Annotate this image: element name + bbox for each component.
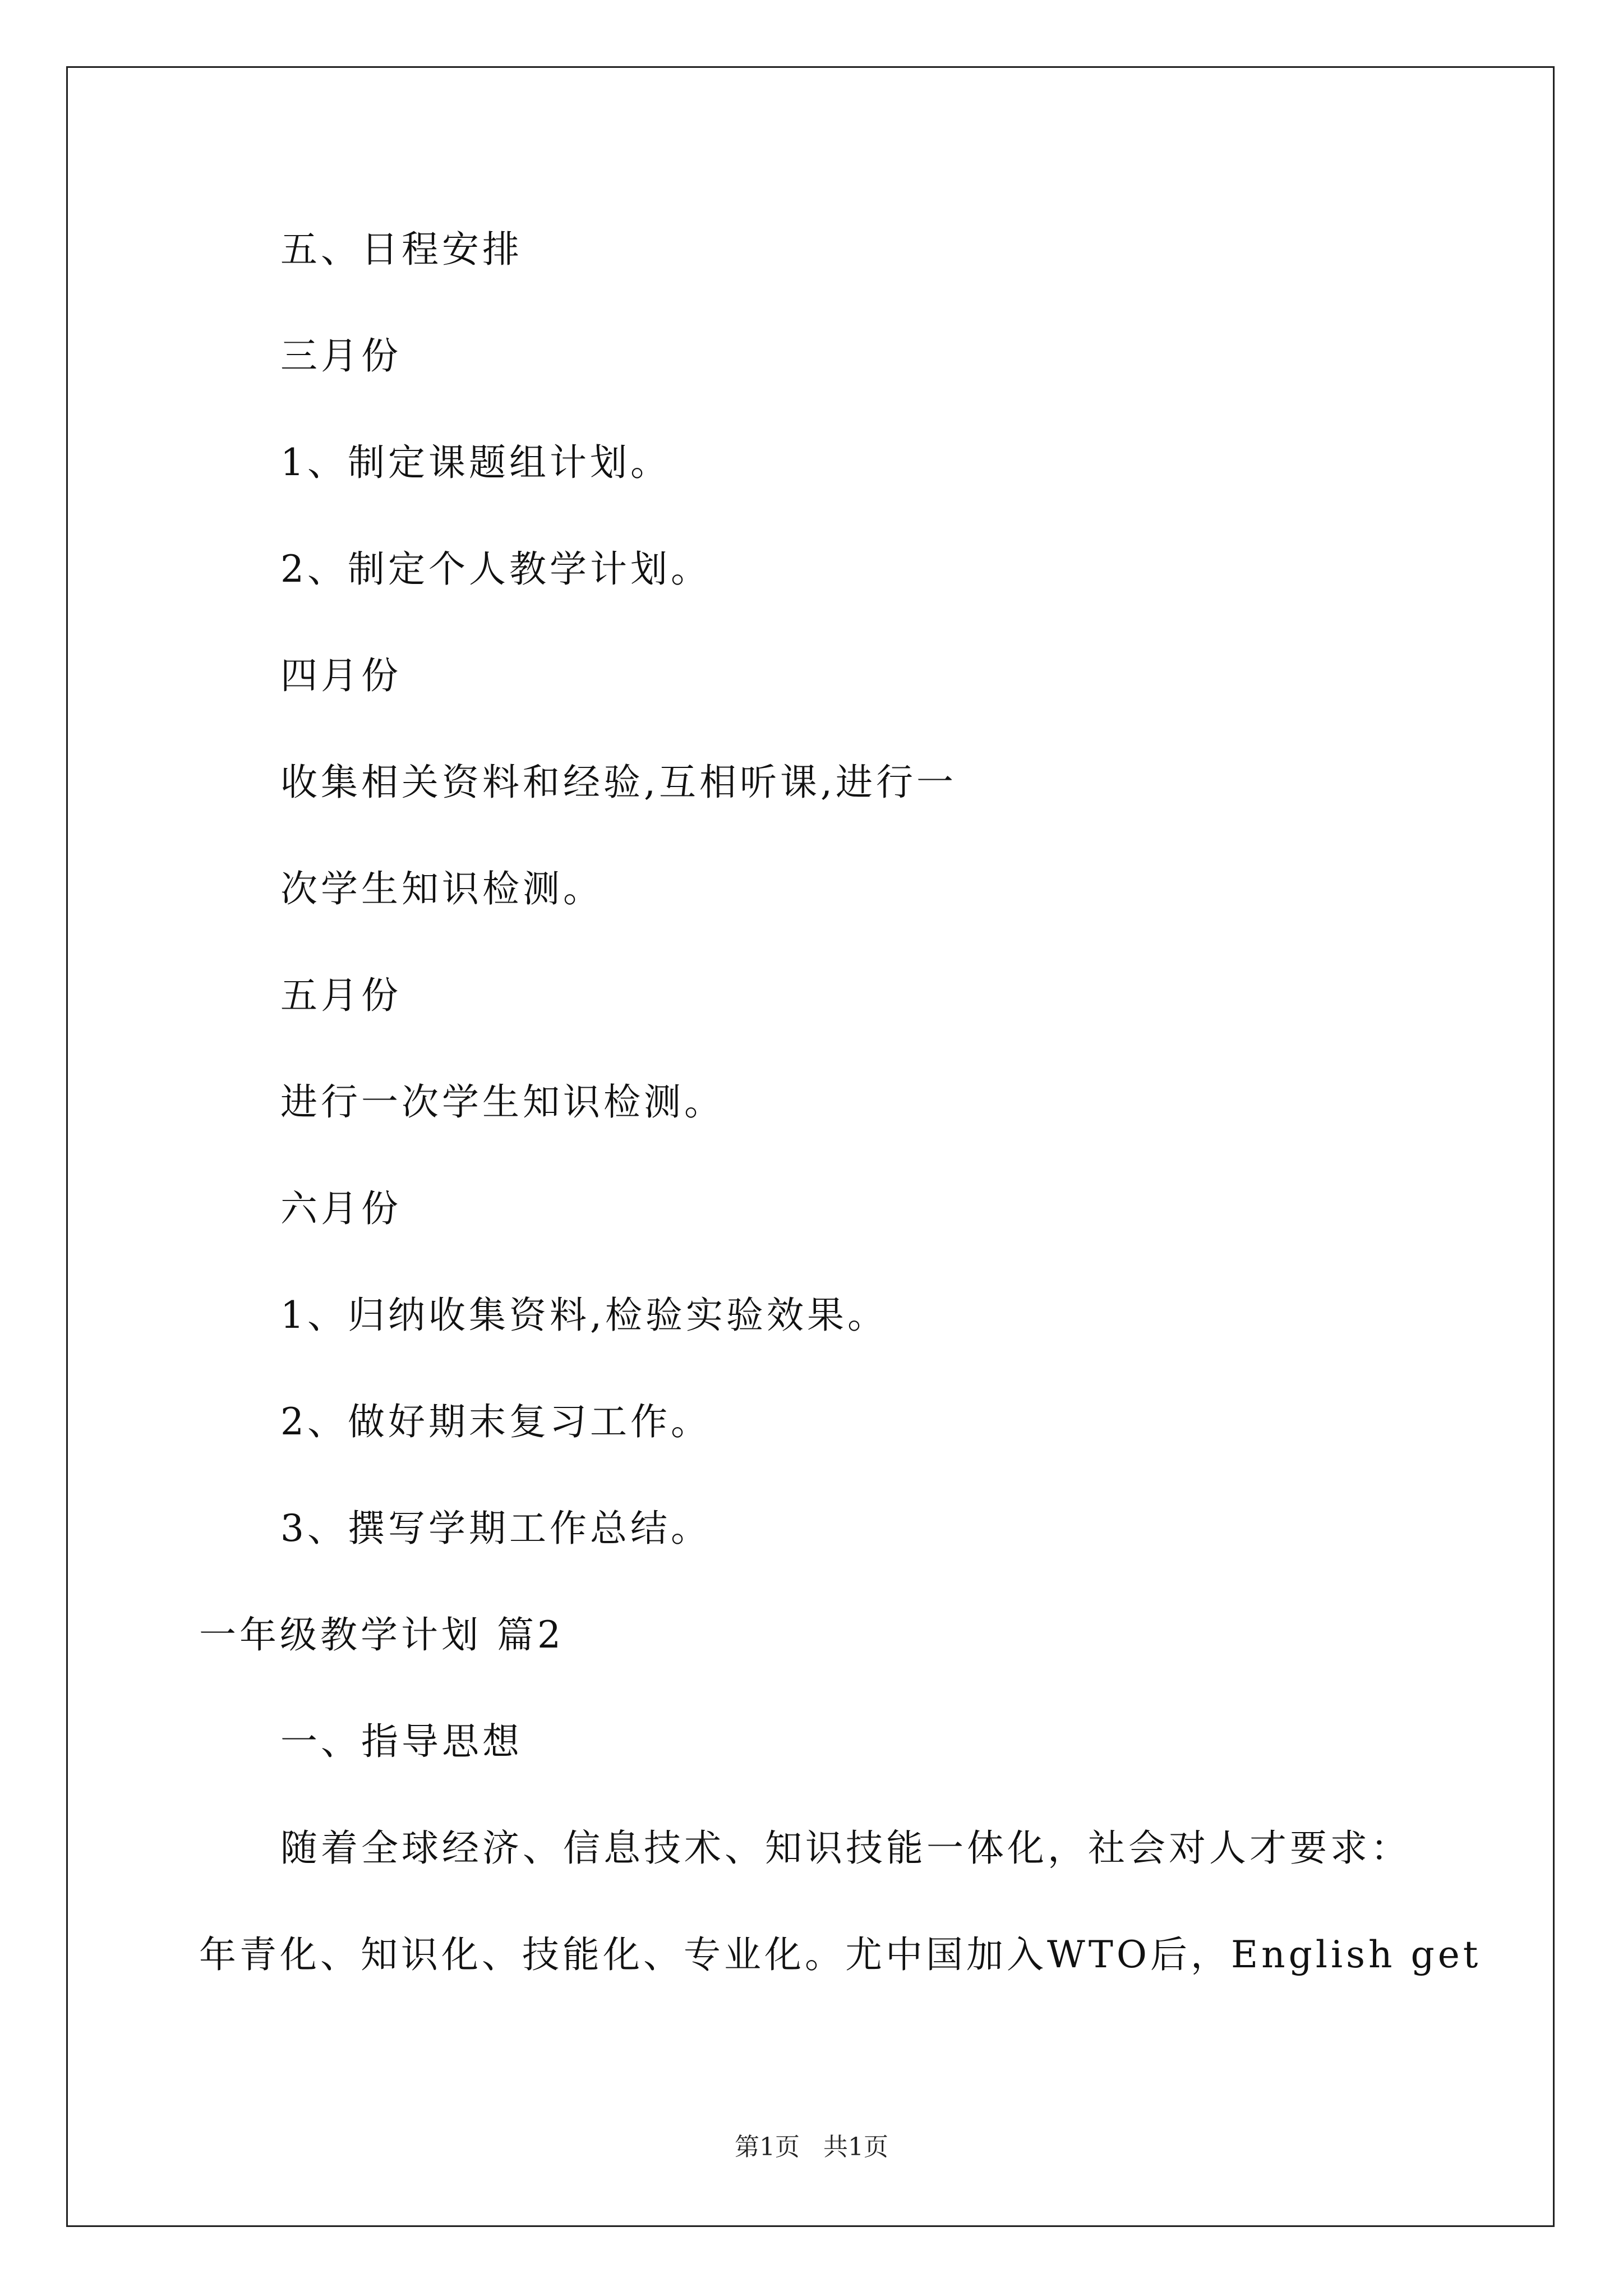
article-title: 一年级教学计划 篇2: [199, 1613, 564, 1657]
list-item: 1、归纳收集资料,检验实验效果。: [280, 1294, 888, 1337]
section-heading-guiding-thought: 一、指导思想: [280, 1720, 523, 1763]
month-heading-march: 三月份: [280, 334, 402, 378]
list-item: 3、撰写学期工作总结。: [280, 1507, 711, 1550]
page-border: [66, 66, 1555, 2227]
list-item: 1、制定课题组计划。: [280, 441, 671, 484]
month-heading-june: 六月份: [280, 1187, 402, 1230]
section-heading-schedule: 五、日程安排: [280, 228, 523, 271]
month-heading-may: 五月份: [280, 974, 402, 1017]
paragraph-line: 收集相关资料和经验,互相听课,进行一: [280, 761, 957, 804]
paragraph-line: 进行一次学生知识检测。: [280, 1080, 725, 1124]
paragraph-line: 随着全球经济、信息技术、知识技能一体化，社会对人才要求：: [280, 1826, 1411, 1870]
paragraph-line: 年青化、知识化、技能化、专业化。尤中国加入WTO后，English get: [199, 1933, 1482, 1976]
month-heading-april: 四月份: [280, 654, 402, 697]
page-footer: 第1页 共1页: [735, 2133, 888, 2161]
paragraph-line: 次学生知识检测。: [280, 867, 603, 910]
list-item: 2、制定个人教学计划。: [280, 547, 711, 591]
list-item: 2、做好期末复习工作。: [280, 1400, 711, 1443]
